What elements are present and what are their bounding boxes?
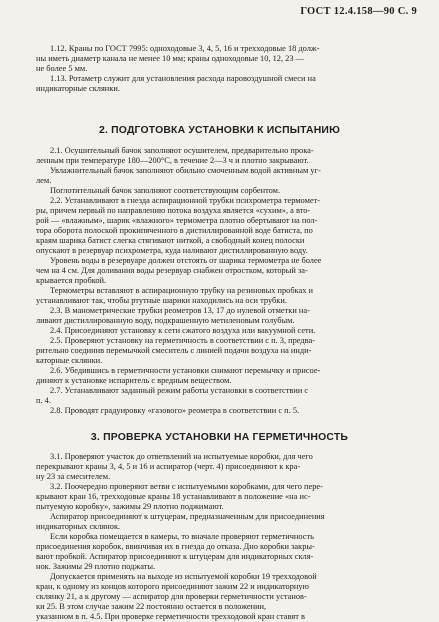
text-line: опускают в резервуар психрометра, куда наливают дистиллированную воду.	[36, 246, 308, 255]
section-2-heading: 2. ПОДГОТОВКА УСТАНОВКИ К ИСПЫТАНИЮ	[98, 125, 341, 136]
text-line: Аспиратор присоединяют к штуцерам, предназначенным для присоединения	[50, 512, 325, 521]
text-line: ну 23 за смесителем.	[36, 472, 111, 481]
text-line: Поглотительный бачок заполняют соответствующим сорбентом.	[50, 186, 281, 195]
text-line: ки 25. В этом случае зажим 22 постоянно остается в положении,	[36, 602, 267, 611]
text-line: 2.2. Устанавливают в гнезда аспирационной трубки психрометра термомет-	[50, 196, 321, 205]
text-line: ры, причем первый по направлению потока воздуха является «сухим», а вто-	[36, 206, 311, 215]
text-line: Если коробка помещается в камеры, то вначале проверяют герметичность	[50, 532, 314, 541]
text-line: указанном в п. 4.5. При проверке герметичности трехходовой кран ставят в	[36, 612, 305, 621]
text-line: 1.13. Ротаметр служит для установления расхода паровоздушной смеси на	[50, 74, 316, 83]
section-3-heading: 3. ПРОВЕРКА УСТАНОВКИ НА ГЕРМЕТИЧНОСТЬ	[90, 432, 349, 443]
text-line: крывают кран 16, трехходовые краны 18 устанавливают в положение «на ис-	[36, 492, 311, 501]
text-line: тора оборота полоской прокипяченного в дистиллированной воде батиста, по	[36, 226, 313, 235]
text-line: устанавливают так, чтобы ртутные шарики находились на оси трубки.	[36, 296, 287, 305]
text-line: ливают дистиллированную воду, подкрашенную метиленовым голубым.	[36, 316, 295, 325]
text-line: диняют к установке испаритель с вредным веществом.	[36, 376, 232, 385]
text-line: рой — «влажным», шарик «влажного» термометра плотно обертывают на пол-	[36, 216, 318, 225]
text-line: 3.1. Проверяют участок до ответвлений на испытуемые коробки, для чего	[50, 452, 313, 461]
text-line: 1.12. Краны по ГОСТ 7995: одноходовые 3, 4, 5, 16 и трехходовые 18 долж-	[50, 44, 320, 53]
text-line: лем.	[36, 176, 52, 185]
text-line: вают пробкой. Аспиратор присоединяют к штуцерам для индикаторных скля-	[36, 552, 314, 561]
text-line: чем на 4 см. Для доливания воды резервуар снабжен отростком, который за-	[36, 266, 308, 275]
text-line: Увлажнительный бачок заполняют обильно смоченным водой активным уг-	[50, 166, 321, 175]
text-line: присоединения коробок, ввинчивая их в гнезда до отказа. Дно коробки закры-	[36, 542, 315, 551]
text-line: 2.7. Устанавливают заданный режим работы установки в соответствии с	[50, 386, 309, 395]
text-line: 2.8. Проводят градуировку «газового» реометра в соответствии с п. 5.	[50, 406, 300, 415]
text-line: склянку 21, а к другому — аспиратор для проверки герметичности установ-	[36, 592, 307, 601]
text-line: индикаторных склянок.	[36, 522, 121, 531]
text-line: п. 4.	[36, 396, 51, 405]
text-line: кран, к одному из концов которого присоединяют зажим 22 и индикаторную	[36, 582, 309, 591]
text-line: 2.3. В манометрические трубки реометров 13, 17 до нулевой отметки на-	[50, 306, 310, 315]
text-line: нок. Зажимы 29 плотно поджаты.	[36, 562, 156, 571]
text-line: пытуемую коробку», зажимы 29 плотно поджимают.	[36, 502, 224, 511]
text-line: индикаторные склянки.	[36, 84, 120, 93]
text-line: краям шарика батист слегка стягивают ниткой, а свободный конец полоски	[36, 236, 305, 245]
text-line: 2.4. Присоединяют установку к сети сжатого воздуха или вакуумной сети.	[50, 326, 316, 335]
text-line: перекрывают краны 3, 4, 5 и 16 и аспиратор (черт. 4) присоединяют к кра-	[36, 462, 301, 471]
text-line: Уровень воды в резервуаре должен отстоять от шарика термометра не более	[50, 256, 322, 265]
text-line: Термометры вставляют в аспирационную трубку на резиновых пробках и	[50, 286, 314, 295]
text-line: крывается пробкой.	[36, 276, 107, 285]
text-line: 2.5. Проверяют установку на герметичность в соответствии с п. 3, предва-	[50, 336, 316, 345]
text-line: Допускается применять на выходе из испытуемой коробки 19 трехходовой	[50, 572, 317, 581]
text-line: рительно соединив перемычкой смеситель с линией подачи воздуха на инди-	[36, 346, 312, 355]
text-line: ленным при температуре 180—200°С, в течение 2—3 ч и плотно закрывают.	[36, 156, 309, 165]
text-line: ны иметь диаметр канала не менее 10 мм; краны одноходовые 10, 12, 23 —	[36, 54, 304, 63]
text-line: каторные склянки.	[36, 356, 103, 365]
running-header: ГОСТ 12.4.158—90 С. 9	[300, 6, 417, 17]
text-line: не более 5 мм.	[36, 64, 88, 73]
text-line: 2.1. Осушительный бачок заполняют осушителем, предварительно прока-	[50, 146, 314, 155]
text-line: 3.2. Поочередно проверяют ветви с испытуемыми коробками, для чего пере-	[50, 482, 323, 491]
text-line: 2.6. Убедившись в герметичности установки снимают перемычку и присое-	[50, 366, 321, 375]
